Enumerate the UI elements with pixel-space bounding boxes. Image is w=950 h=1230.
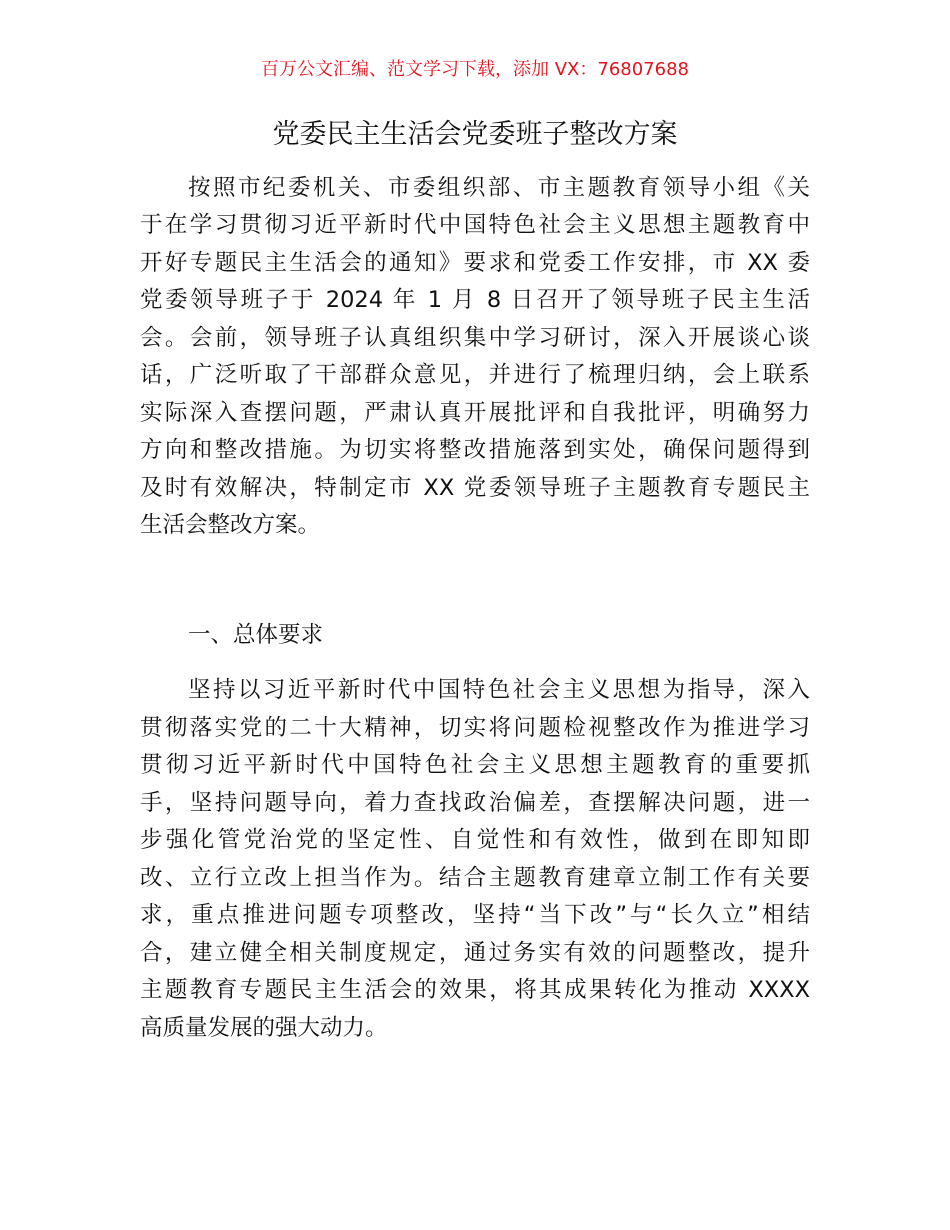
text-line: 会。会前，领导班子认真组织集中学习研讨，深入开展谈心谈: [140, 325, 810, 351]
text-line: 高质量发展的强大动力。: [140, 1015, 388, 1041]
text-line: 改、立行立改上担当作为。结合主题教育建章立制工作有关要: [140, 865, 810, 891]
text-line: 手，坚持问题导向，着力查找政治偏差，查摆解决问题，进一: [140, 790, 810, 816]
section-heading: 一、总体要求: [188, 622, 324, 648]
document-title: 党委民主生活会党委班子整改方案: [272, 119, 678, 150]
text-line: 贯彻落实党的二十大精神，切实将问题检视整改作为推进学习: [140, 715, 810, 741]
text-line: 生活会整改方案。: [140, 512, 321, 538]
header-banner: 百万公文汇编、范文学习下载，添加 VX：76807688: [261, 59, 689, 80]
text-line: 求，重点推进问题专项整改，坚持“当下改”与“长久立”相结: [140, 902, 810, 928]
text-line: 开好专题民主生活会的通知》要求和党委工作安排，市 XX 委: [140, 250, 810, 276]
text-line: 方向和整改措施。为切实将整改措施落到实处，确保问题得到: [140, 437, 810, 463]
text-line: 按照市纪委机关、市委组织部、市主题教育领导小组《关: [188, 175, 810, 201]
text-line: 贯彻习近平新时代中国特色社会主义思想主题教育的重要抓: [140, 752, 810, 778]
text-line: 于在学习贯彻习近平新时代中国特色社会主义思想主题教育中: [140, 212, 810, 238]
text-line: 合，建立健全相关制度规定，通过务实有效的问题整改，提升: [140, 940, 810, 966]
text-line: 实际深入查摆问题，严肃认真开展批评和自我批评，明确努力: [140, 400, 810, 426]
text-line: 及时有效解决，特制定市 XX 党委领导班子主题教育专题民主: [140, 475, 810, 501]
text-line: 话，广泛听取了干部群众意见，并进行了梳理归纳，会上联系: [140, 362, 810, 388]
text-line: 主题教育专题民主生活会的效果，将其成果转化为推动 XXXX: [140, 977, 810, 1003]
text-line: 步强化管党治党的坚定性、自觉性和有效性，做到在即知即: [140, 827, 810, 853]
text-line: 坚持以习近平新时代中国特色社会主义思想为指导，深入: [188, 677, 810, 703]
text-line: 党委领导班子于 2024 年 1 月 8 日召开了领导班子民主生活: [140, 287, 810, 313]
